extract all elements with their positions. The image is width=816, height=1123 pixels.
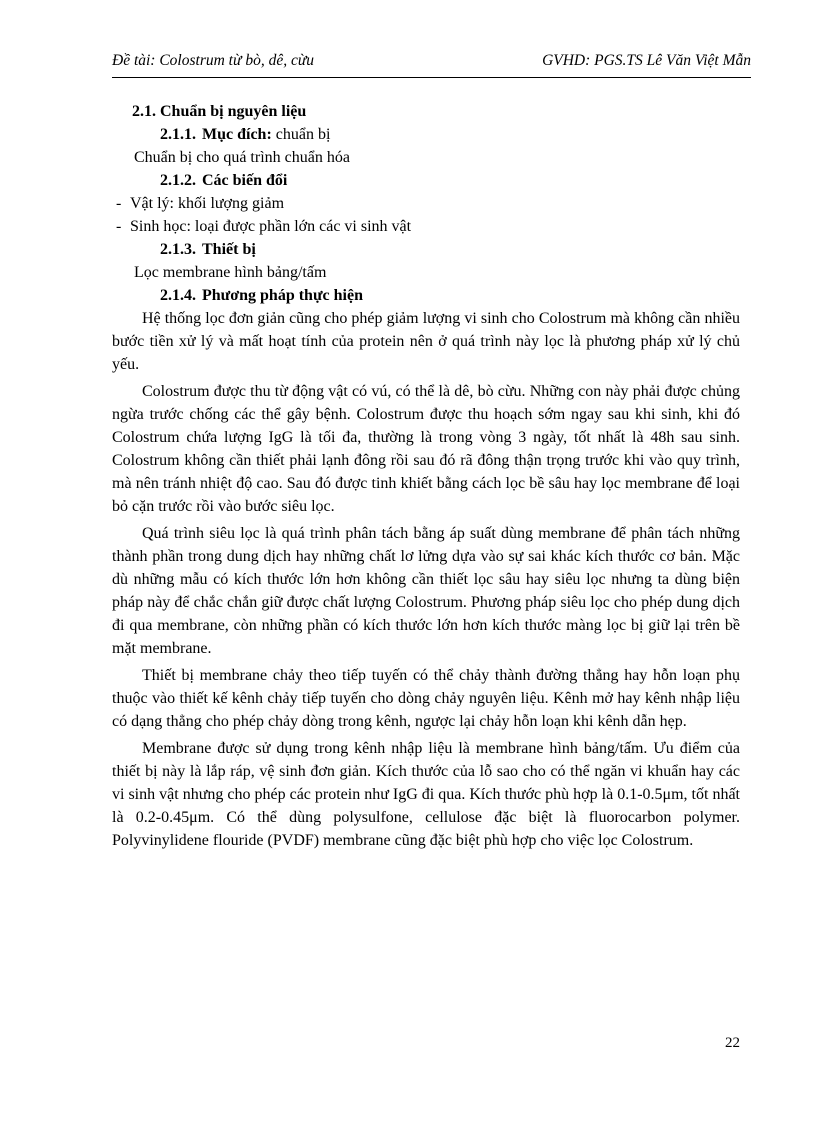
method-paragraph: Colostrum được thu từ động vật có vú, có thể là dê, bò cừu. Những con này phải được chủng ngừa trước chống các thể gây bệnh. Colostrum được thu hoạch sớm ngay sau khi sinh, khi đó Colostrum chứa lượng IgG là tối đa, thường là trong vòng 3 ngày, tốt nhất là 48h sau sinh. Colostrum không cần thiết phải lạnh đông rồi sau đó rã đông thận trọng trước khi vào quy trình, mà nên tránh nhiệt độ cao. Sau đó được tinh khiết bằng cách lọc bề sâu hay lọc membrane để loại bỏ cặn trước rồi vào bước siêu lọc. <box>112 383 740 515</box>
list-item: - Vật lý: khối lượng giảm <box>112 195 285 212</box>
header-topic: Đề tài: Colostrum từ bò, dê, cừu <box>112 52 315 69</box>
subsection-heading-changes <box>160 169 740 192</box>
subsection-title: Thiết bị <box>202 241 256 258</box>
page-number: 22 <box>725 1035 740 1051</box>
method-paragraph: Quá trình siêu lọc là quá trình phân tách bằng áp suất dùng membrane để phân tách những thành phần trong dung dịch hay những chất lơ lửng dựa vào sự sai khác kích thước cơ bản. Mặc dù những mẫu có kích thước lớn hơn không cần thiết lọc sâu hay siêu lọc nhưng ta dùng biện pháp này để chắc chắn giữ được chất lượng Colostrum. Phương pháp siêu lọc cho phép dung dịch đi qua membrane, còn những phần có kích thước lớn hơn kích thước màng lọc bị giữ lại trên bề mặt membrane. <box>112 525 740 657</box>
subsection-number: 2.1.3. <box>160 241 196 258</box>
page-header <box>112 48 751 74</box>
subsection-title: Phương pháp thực hiện <box>202 287 363 304</box>
subsection-title: Các biến đổi <box>202 172 288 189</box>
subsection-heading-purpose <box>160 123 740 146</box>
list-item: - Sinh học: loại được phần lớn các vi sinh vật <box>112 218 412 235</box>
subsection-title: Mục đích: <box>202 126 272 143</box>
subsection-heading-method <box>160 284 740 307</box>
subsection-number: 2.1.2. <box>160 172 196 189</box>
method-paragraph: Hệ thống lọc đơn giản cũng cho phép giảm lượng vi sinh cho Colostrum mà không cần nhiều bước tiền xử lý và mất hoạt tính của protein nên ở quá trình này lọc là phương pháp xử lý chủ yếu. <box>112 310 740 373</box>
header-divider <box>112 77 751 78</box>
page-content <box>112 100 740 856</box>
purpose-text: Chuẩn bị cho quá trình chuẩn hóa <box>134 149 350 166</box>
subsection-heading-equipment <box>160 238 740 261</box>
subsection-number: 2.1.4. <box>160 287 196 304</box>
section-heading: 2.1. Chuẩn bị nguyên liệu <box>132 103 307 120</box>
subsection-title-rest: chuẩn bị <box>271 126 331 143</box>
subsection-number: 2.1.1. <box>160 126 196 143</box>
method-paragraph: Membrane được sử dụng trong kênh nhập liệu là membrane hình bảng/tấm. Ưu điểm của thiết bị này là lắp ráp, vệ sinh đơn giản. Kích thước của lỗ sao cho có thể ngăn vi khuẩn hay các vi sinh vật nhưng cho phép các protein như IgG đi qua. Kích thước phù hợp là 0.1-0.5μm, tốt nhất là 0.2-0.45μm. Có thể dùng polysulfone, cellulose đặc biệt là fluorocarbon polymer. Polyvinylidene flouride (PVDF) membrane cũng đặc biệt phù hợp cho việc lọc Colostrum. <box>112 740 740 849</box>
method-paragraph: Thiết bị membrane chảy theo tiếp tuyến có thể chảy thành đường thẳng hay hỗn loạn phụ thuộc vào thiết kế kênh chảy tiếp tuyến cho dòng chảy nguyên liệu. Kênh mở hay kênh nhập liệu có dạng thẳng cho phép chảy dòng trong kênh, ngược lại chảy hỗn loạn khi kênh dẫn hẹp. <box>112 667 740 730</box>
equipment-text: Lọc membrane hình bảng/tấm <box>134 264 327 281</box>
header-advisor: GVHD: PGS.TS Lê Văn Việt Mẫn <box>542 52 751 69</box>
